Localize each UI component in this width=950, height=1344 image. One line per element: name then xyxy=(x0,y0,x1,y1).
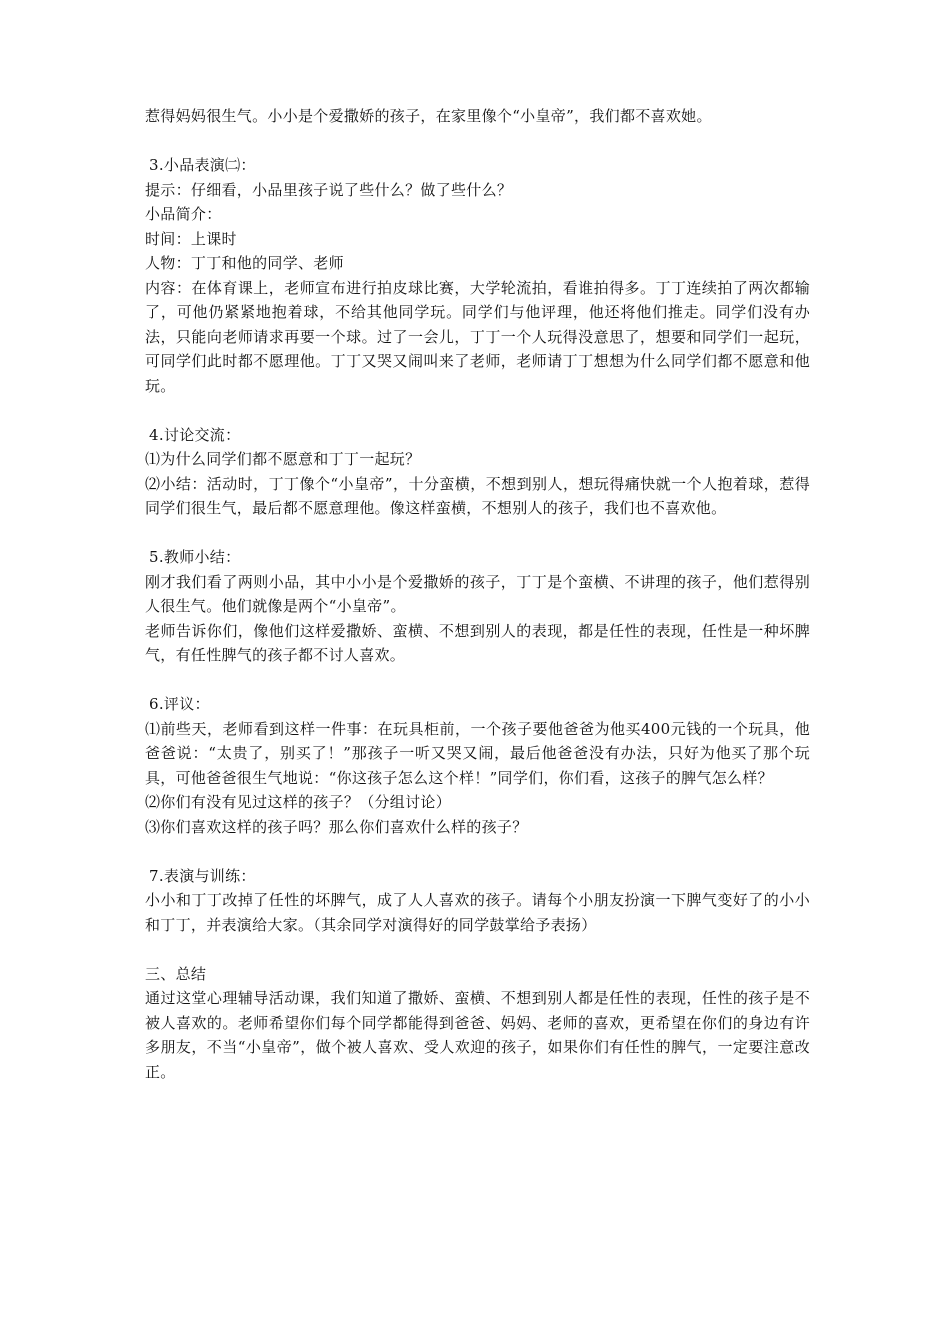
section6-question-3: ⑶你们喜欢这样的孩子吗？那么你们喜欢什么样的孩子？ xyxy=(145,817,528,836)
section4-question-2: ⑵小结：活动时，丁丁像个“小皇帝”，十分蛮横，不想到别人，想玩得痛快就一个人抱着球，惹得同学们很生气，最后都不愿意理他。像这样蛮横，不想别人的孩子，我们也不喜欢他。 xyxy=(145,474,810,517)
section3-heading: 3.小品表演㈡： xyxy=(149,156,256,174)
section3-intro-label: 小品简介： xyxy=(145,205,222,223)
section4-heading: 4.讨论交流： xyxy=(149,425,241,444)
spacer xyxy=(145,839,810,864)
section4-question-1: ⑴为什么同学们都不愿意和丁丁一起玩？ xyxy=(145,450,421,468)
spacer xyxy=(145,668,810,693)
section7-paragraph: 小小和丁丁改掉了任性的坏脾气，成了人人喜欢的孩子。请每个小朋友扮演一下脾气变好了的小小和丁丁，并表演给大家。（其余同学对演得好的同学鼓掌给予表扬） xyxy=(145,891,810,934)
spacer xyxy=(145,937,810,962)
summary-heading: 三、总结 xyxy=(145,964,207,983)
section3-time: 时间：上课时 xyxy=(145,229,237,248)
section5-paragraph-1: 刚才我们看了两则小品，其中小小是个爱撒娇的孩子，丁丁是个蛮横、不讲理的孩子，他们惹得别人很生气。他们就像是两个“小皇帝”。 xyxy=(145,572,810,615)
spacer xyxy=(145,398,810,423)
section3-content: 内容：在体育课上，老师宣布进行拍皮球比赛，大学轮流拍，看谁拍得多。丁丁连续拍了两次都输了，可他仍紧紧地抱着球，不给其他同学玩。同学们与他评理，他还将他们推走。同学们没有办法，只能向老师请求再要一个球。过了一会儿，丁丁一个人玩得没意思了，想要和同学们一起玩，可同学们此时都不愿理他。丁丁又哭又闹叫来了老师，老师请丁丁想想为什么同学们都不愿意和他玩。 xyxy=(145,278,810,395)
section6-question-1: ⑴前些天，老师看到这样一件事：在玩具柜前，一个孩子要他爸爸为他买400元钱的一个玩具，他爸爸说：“太贵了，别买了！”那孩子一听又哭又闹，最后他爸爸没有办法，只好为他买了那个玩具，可他爸爸很生气地说：“你这孩子怎么这个样！”同学们，你们看，这孩子的脾气怎么样？ xyxy=(145,719,810,787)
section5-paragraph-2: 老师告诉你们，像他们这样爱撒娇、蛮横、不想到别人的表现，都是任性的表现，任性是一种坏脾气，有任性脾气的孩子都不讨人喜欢。 xyxy=(145,621,810,664)
section6-question-2: ⑵你们有没有见过这样的孩子？（分组讨论） xyxy=(145,793,452,811)
spacer xyxy=(145,521,810,546)
section3-hint: 提示：仔细看，小品里孩子说了些什么？做了些什么？ xyxy=(145,180,513,199)
intro-line: 惹得妈妈很生气。小小是个爱撒娇的孩子，在家里像个“小皇帝”，我们都不喜欢她。 xyxy=(145,107,712,125)
summary-paragraph: 通过这堂心理辅导活动课，我们知道了撒娇、蛮横、不想到别人都是任性的表现，任性的孩子是不被人喜欢的。老师希望你们每个同学都能得到爸爸、妈妈、老师的喜欢，更希望在你们的身边有许多朋友，不当“小皇帝”，做个被人喜欢、受人欢迎的孩子，如果你们有任性的脾气，一定要注意改正。 xyxy=(145,989,810,1081)
section3-people: 人物：丁丁和他的同学、老师 xyxy=(145,254,344,272)
section7-heading: 7.表演与训练： xyxy=(149,866,256,885)
section5-heading: 5.教师小结： xyxy=(149,548,241,566)
document-page xyxy=(145,104,810,1084)
spacer xyxy=(145,129,810,154)
section6-heading: 6.评议： xyxy=(149,695,210,713)
